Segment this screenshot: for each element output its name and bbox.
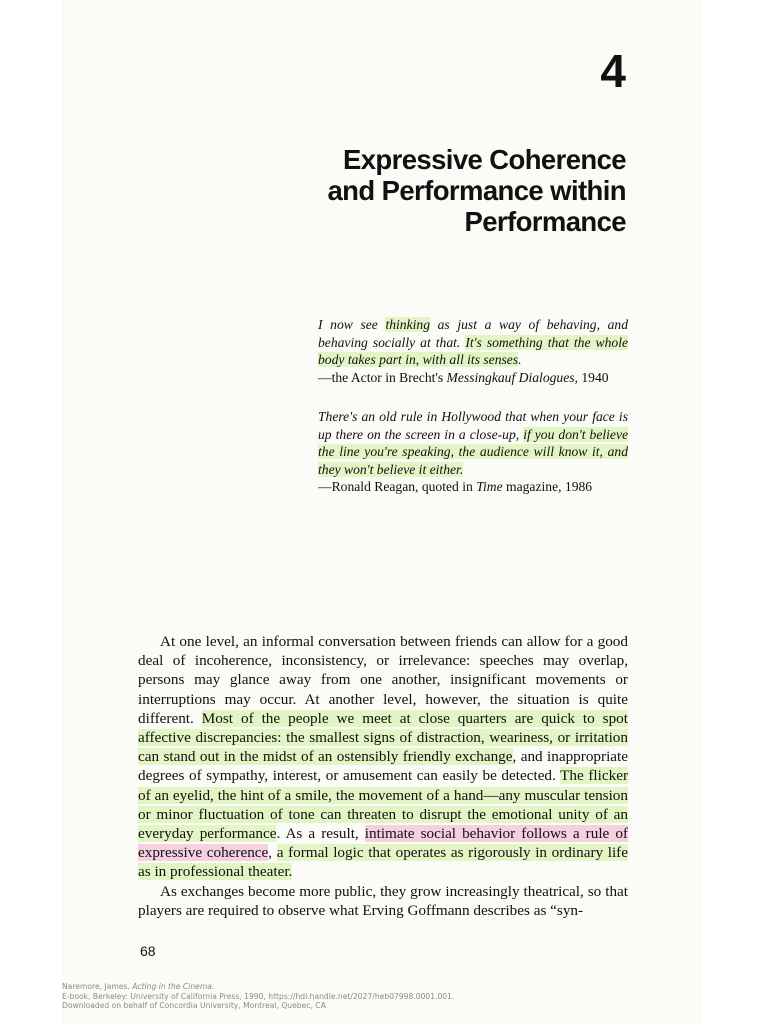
epigraph-reagan — [318, 408, 628, 496]
footer-line: E-book, Berkeley: University of California Press, 1990, https://hdl.handle.net/2027/heb07998.0001.001. — [62, 991, 455, 1001]
highlight-green: It's something that the whole body takes part in, with all its senses — [318, 334, 628, 367]
epigraph-attribution — [318, 369, 628, 387]
epigraph-brecht — [318, 316, 628, 386]
page-number: 68 — [140, 943, 156, 959]
footer-title: Acting in the Cinema. — [132, 982, 215, 991]
attribution-work: Messingkauf Dialogues, — [446, 369, 578, 385]
attribution-text: —Ronald Reagan, quoted in — [318, 479, 477, 494]
quote-segment: There's an old rule in Hollywood that when your face is up there on the screen in a close-up, — [318, 409, 628, 442]
epigraph-quote — [318, 408, 628, 478]
paragraph — [138, 632, 628, 882]
epigraph-attribution — [318, 478, 628, 496]
highlight-green: Most of the people we meet at close quarters are quick to spot affective discrepancies: the smallest signs of distraction, weariness, or irritation can stand out in the midst of an ostensibly friendly exchange — [138, 709, 628, 766]
body-segment: At one level, an informal conversation between friends can allow for a good deal of incoherence, inconsistency, or irrelevance: speeches may overlap, persons may glance away from one another, insignificant movements or interruptions may occur. At another level, however, the situation is quite different. — [138, 633, 628, 727]
body-text — [138, 632, 628, 920]
quote-segment: . — [518, 352, 522, 367]
chapter-title-line: Expressive Coherence — [342, 144, 626, 175]
highlight-pink: intimate social behavior follows a rule of expressive coherence — [138, 825, 628, 862]
highlight-green: a formal logic that operates as rigorously in ordinary life as in professional theater. — [138, 844, 628, 881]
quote-segment: I now see — [318, 317, 386, 332]
body-segment: , — [268, 844, 277, 862]
highlight-green: The flicker of an eyelid, the hint of a smile, the movement of a hand—any muscular tension or minor fluctuation of tone can threaten to disrupt the emotional unity of an everyday performance — [138, 767, 628, 843]
paragraph — [138, 882, 628, 920]
chapter-title-line: Performance — [464, 206, 626, 237]
attribution-text: 1940 — [577, 369, 609, 385]
attribution-text: magazine, 1986 — [502, 479, 593, 494]
footer-text: Naremore, James. — [62, 982, 133, 991]
attribution-text: —the Actor in Brecht's — [318, 369, 447, 385]
footer-line — [62, 982, 454, 992]
citation-footer — [62, 982, 454, 1011]
body-segment: As exchanges become more public, they grow increasingly theatrical, so that players are required to observe what Erving Goffmann describes as “syn- — [138, 882, 628, 919]
body-segment: . As a result, — [276, 825, 365, 843]
footer-line: Downloaded on behalf of Concordia University, Montreal, Quebec, CA — [62, 1001, 326, 1011]
highlight-green: thinking — [385, 317, 430, 332]
quote-segment: as just a way of behaving, and behaving socially at that. — [318, 317, 628, 350]
chapter-title — [206, 144, 626, 237]
highlight-green: if you don't believe the line you're speaking, the audience will know it, and they won't believe it either. — [318, 426, 629, 477]
attribution-work: Time — [476, 479, 503, 494]
chapter-title-line: and Performance within — [327, 175, 626, 206]
chapter-number: 4 — [600, 45, 626, 97]
epigraph-quote — [318, 316, 628, 369]
body-segment: , and inappropriate degrees of sympathy, interest, or amusement can easily be detected. — [138, 748, 628, 785]
